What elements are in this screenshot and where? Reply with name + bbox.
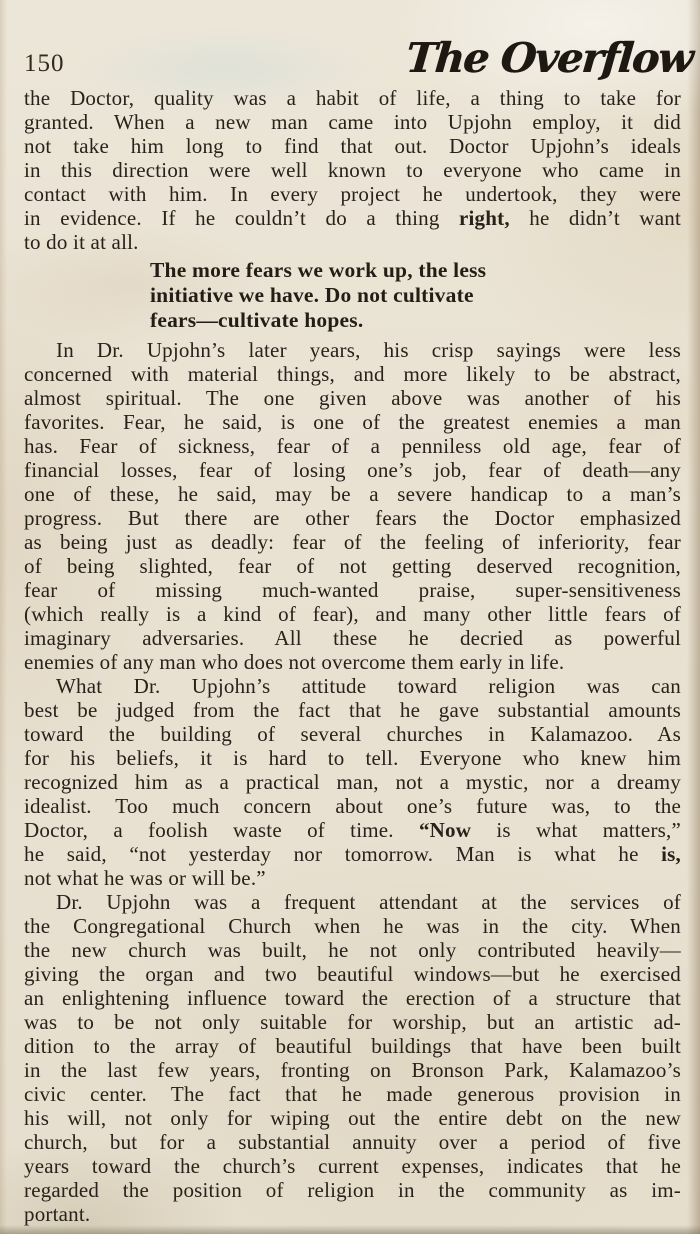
- text-line: concerned with material things, and more likely to be abstract,: [24, 362, 681, 386]
- text-line: he said, “not yesterday nor tomorrow. Man is what he is,: [24, 842, 681, 866]
- text-line: civic center. The fact that he made generous provision in: [24, 1082, 681, 1106]
- text-line: church, but for a substantial annuity over a period of five: [24, 1130, 681, 1154]
- bold-word: right,: [459, 206, 510, 230]
- text-line: in evidence. If he couldn’t do a thing right, he didn’t want: [24, 206, 681, 230]
- text-line: In Dr. Upjohn’s later years, his crisp sayings were less: [56, 338, 681, 362]
- bold-word: is,: [661, 842, 681, 866]
- text-line: dition to the array of beautiful buildings that have been built: [24, 1034, 681, 1058]
- text-line: to do it at all.: [24, 230, 139, 254]
- body-text: [24, 86, 681, 1226]
- text-line: toward the building of several churches in Kalamazoo. As: [24, 722, 681, 746]
- text-line: granted. When a new man came into Upjohn employ, it did: [24, 110, 681, 134]
- pull-quote-line: The more fears we work up, the less: [150, 258, 487, 282]
- text-line: for his beliefs, it is hard to tell. Everyone who knew him: [24, 746, 681, 770]
- text-line: not take him long to find that out. Doctor Upjohn’s ideals: [24, 134, 681, 158]
- paragraph-4: [24, 890, 681, 1226]
- paragraph-1: [24, 86, 681, 254]
- text-line: his will, not only for wiping out the entire debt on the new: [24, 1106, 681, 1130]
- text-line: (which really is a kind of fear), and many other little fears of: [24, 602, 681, 626]
- text-line: portant.: [24, 1202, 91, 1226]
- text-line: one of these, he said, may be a severe handicap to a man’s: [24, 482, 681, 506]
- paragraph-2: [24, 338, 681, 674]
- text-line: the Doctor, quality was a habit of life, a thing to take for: [24, 86, 681, 110]
- publication-logo: The Overflow: [404, 34, 695, 82]
- text-line: years toward the church’s current expenses, indicates that he: [24, 1154, 681, 1178]
- text-line: the Congregational Church when he was in the city. When: [24, 914, 681, 938]
- pull-quote: [150, 258, 681, 333]
- text-line: in this direction were well known to everyone who came in: [24, 158, 681, 182]
- text-line: fear of missing much-wanted praise, super-sensitiveness: [24, 578, 681, 602]
- text-line: progress. But there are other fears the Doctor emphasized: [24, 506, 681, 530]
- text-line: contact with him. In every project he undertook, they were: [24, 182, 681, 206]
- text-line: was to be not only suitable for worship, but an artistic ad-: [24, 1010, 681, 1034]
- bold-word: “Now: [418, 818, 472, 842]
- text-line: favorites. Fear, he said, is one of the greatest enemies a man: [24, 410, 681, 434]
- pull-quote-line: fears—cultivate hopes.: [150, 308, 364, 332]
- text-line: Doctor, a foolish waste of time. “Now is what matters,”: [24, 818, 681, 842]
- text-line: giving the organ and two beautiful windows—but he exercised: [24, 962, 681, 986]
- text-line: enemies of any man who does not overcome them early in life.: [24, 650, 565, 674]
- text-line: almost spiritual. The one given above was another of his: [24, 386, 681, 410]
- text-line: recognized him as a practical man, not a mystic, nor a dreamy: [24, 770, 681, 794]
- text-line: regarded the position of religion in the community as im-: [24, 1178, 681, 1202]
- page-number: 150: [24, 50, 65, 77]
- text-line: of being slighted, fear of not getting deserved recognition,: [24, 554, 681, 578]
- text-line: best be judged from the fact that he gave substantial amounts: [24, 698, 681, 722]
- paragraph-3: [24, 674, 681, 890]
- text-line: Dr. Upjohn was a frequent attendant at the services of: [56, 890, 681, 914]
- text-line: as being just as deadly: fear of the feeling of inferiority, fear: [24, 530, 681, 554]
- text-line: not what he was or will be.”: [24, 866, 266, 890]
- text-line: has. Fear of sickness, fear of a penniless old age, fear of: [24, 434, 681, 458]
- text-line: imaginary adversaries. All these he decried as powerful: [24, 626, 681, 650]
- text-line: the new church was built, he not only contributed heavily—: [24, 938, 681, 962]
- pull-quote-line: initiative we have. Do not cultivate: [150, 283, 474, 307]
- text-line: idealist. Too much concern about one’s future was, to the: [24, 794, 681, 818]
- text-line: financial losses, fear of losing one’s job, fear of death—any: [24, 458, 681, 482]
- text-line: an enlightening influence toward the erection of a structure that: [24, 986, 681, 1010]
- text-line: What Dr. Upjohn’s attitude toward religion was can: [56, 674, 681, 698]
- text-line: in the last few years, fronting on Bronson Park, Kalamazoo’s: [24, 1058, 681, 1082]
